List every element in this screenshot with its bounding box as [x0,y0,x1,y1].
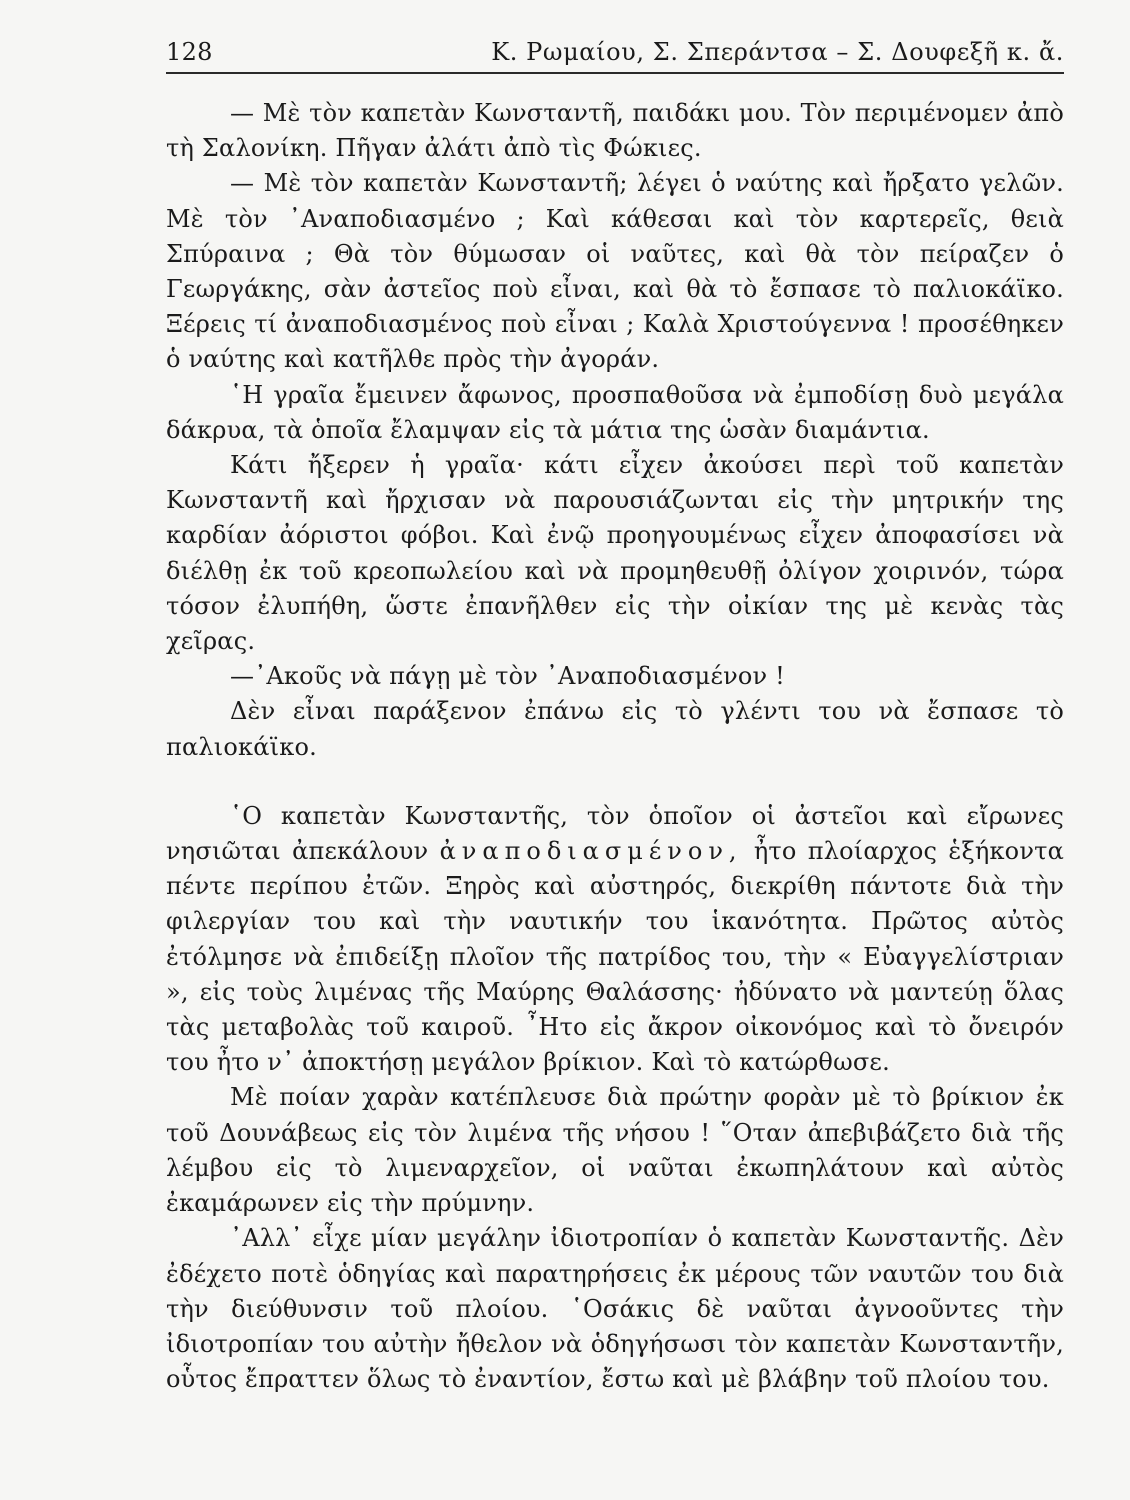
paragraph-exclamation: —᾿Ακοῦς νὰ πάγῃ μὲ τὸν ᾿Αναποδιασμένον ! [230,662,785,691]
paragraph-not-strange: Δὲν εἶναι παράξενον ἐπάνω εἰς τὸ γλέντι του νὰ ἔσπασε τὸ παλιοκάϊκο. [166,697,1064,761]
spaced-word-anapodiasmenon: ἀναποδιασμένον, [439,837,743,866]
running-head: Κ. Ρωμαίου, Σ. Σπεράντσα – Σ. Δουφεξῆ κ. ἄ. [491,38,1064,66]
paragraph-brig-arrival: Μὲ ποίαν χαρὰν κατέπλευσε διὰ πρώτην φορὰν μὲ τὸ βρίκιον ἐκ τοῦ Δουνάβεως εἰς τὸν λιμένα τῆς νήσου ! ῞Οταν ἀπεβιβάζετο διὰ τῆς λέμβου εἰς τὸ λιμεναρχεῖον, οἱ ναῦται ἐκωπηλάτουν καὶ αὐτὸς ἐκαμάρωνεν εἰς τὴν πρύμνην. [166,1083,1064,1218]
section-break [166,765,1064,799]
captain-description-start: ῾Ο καπετὰν Κωνσταντῆς, τὸν ὁποῖον οἱ ἀστεῖοι καὶ εἴρωνες νησιῶται ἀπεκάλουν [166,801,1064,866]
paragraph-dialogue-1: — Μὲ τὸν καπετὰν Κωνσταντῆ, παιδάκι μου. Τὸν περιμένομεν ἀπὸ τὴ Σαλονίκη. Πῆγαν ἀλάτι ἀπὸ τὶς Φώκιες. [166,99,1064,163]
book-page [166,30,1064,1470]
paragraph-captain-description [166,799,1064,1081]
paragraph-old-woman-fears: Κάτι ἤξερεν ἡ γραῖα· κάτι εἶχεν ἀκούσει περὶ τοῦ καπετὰν Κωνσταντῆ καὶ ἤρχισαν νὰ παρουσιάζωνται εἰς τὴν μητρικήν της καρδίαν ἀόριστοι φόβοι. Καὶ ἐνῷ προηγουμένως εἶχεν ἀποφασίσει νὰ διέλθῃ ἐκ τοῦ κρεοπωλείου καὶ νὰ προμηθευθῇ ὀλίγον χοιρινόν, τώρα τόσον ἐλυπήθη, ὥστε ἐπανῆλθεν εἰς τὴν οἰκίαν της μὲ κενὰς τὰς χεῖρας. [166,451,1064,656]
page-number: 128 [166,38,213,66]
paragraph-old-woman-tears: ῾Η γραῖα ἔμεινεν ἄφωνος, προσπαθοῦσα νὰ ἐμποδίσῃ δυὸ μεγάλα δάκρυα, τὰ ὁποῖα ἔλαμψαν εἰς τὰ μάτια της ὡσὰν διαμάντια. [166,380,1064,444]
body-text [166,96,1064,1397]
page-header [166,30,1064,70]
header-rule [166,72,1064,74]
paragraph-dialogue-2: — Μὲ τὸν καπετὰν Κωνσταντῆ; λέγει ὁ ναύτης καὶ ἤρξατο γελῶν. Μὲ τὸν ᾿Αναποδιασμένο ; Καὶ κάθεσαι καὶ τὸν καρτερεῖς, θειὰ Σπύραινα ; Θὰ τὸν θύμωσαν οἱ ναῦτες, καὶ θὰ τὸν πείραζεν ὁ Γεωργάκης, σὰν ἀστεῖος ποὺ εἶναι, καὶ θὰ τὸ ἔσπασε τὸ παλιοκάϊκο. Ξέρεις τί ἀναποδιασμένος ποὺ εἶναι ; Καλὰ Χριστούγεννα ! προσέθηκεν ὁ ναύτης καὶ κατῆλθε πρὸς τὴν ἀγοράν. [166,169,1064,374]
paragraph-captain-quirk: ᾿Αλλ᾿ εἶχε μίαν μεγάλην ἰδιοτροπίαν ὁ καπετὰν Κωνσταντῆς. Δὲν ἐδέχετο ποτὲ ὁδηγίας καὶ παρατηρήσεις ἐκ μέρους τῶν ναυτῶν του διὰ τὴν διεύθυνσιν τοῦ πλοίου. ῾Οσάκις δὲ ναῦται ἀγνοοῦντες τὴν ἰδιοτροπίαν του αὐτὴν ἤθελον νὰ ὁδηγήσωσι τὸν καπετὰν Κωνσταντῆν, οὗτος ἔπραττεν ὅλως τὸ ἐναντίον, ἔστω καὶ μὲ βλάβην τοῦ πλοίου του. [166,1224,1064,1394]
captain-description-end: ἦτο πλοίαρχος ἑξήκοντα πέντε περίπου ἐτῶν. Ξηρὸς καὶ αὐστηρός, διεκρίθη πάντοτε διὰ τὴν φιλεργίαν του καὶ τὴν ναυτικήν του ἱκανότητα. Πρῶτος αὐτὸς ἐτόλμησε νὰ ἐπιδείξῃ πλοῖον τῆς πατρίδος του, τὴν « Εὐαγγελίστριαν », εἰς τοὺς λιμένας τῆς Μαύρης Θαλάσσης· ἠδύνατο νὰ μαντεύῃ ὅλας τὰς μεταβολὰς τοῦ καιροῦ. ῏Ητο εἰς ἄκρον οἰκονόμος καὶ τὸ ὄνειρόν του ἦτο ν᾿ ἀποκτήσῃ μεγάλον βρίκιον. Καὶ τὸ κατώρθωσε. [166,837,1064,1077]
